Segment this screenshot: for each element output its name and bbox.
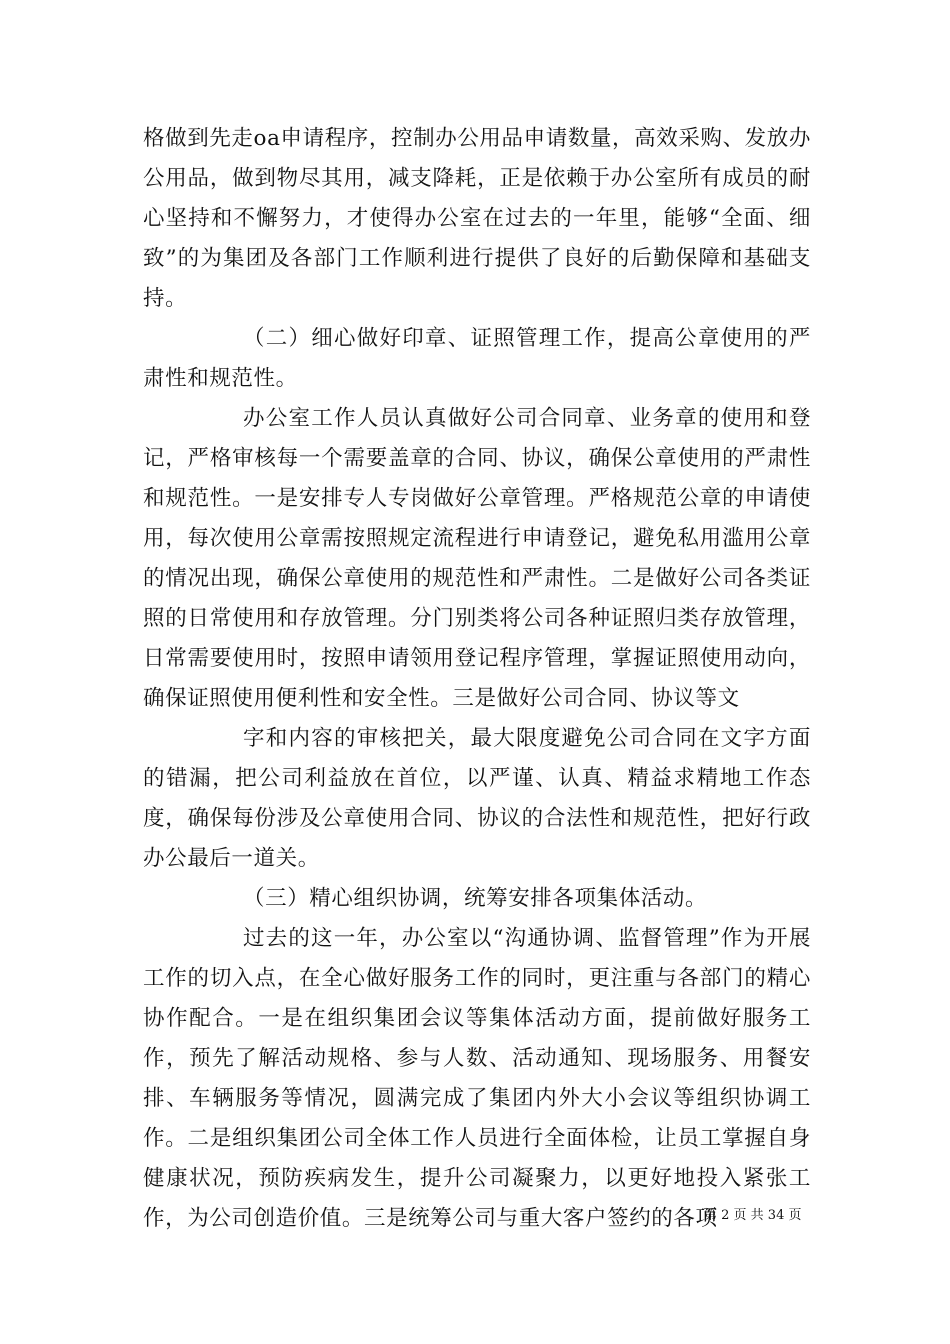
- paragraph-collective-activities: 过去的这一年，办公室以“沟通协调、监督管理”作为开展工作的切入点，在全心做好服务工作的同时，更注重与各部门的精心协作配合。一是在组织集团会议等集体活动方面，提前做好服务工作，预先了解活动规格、参与人数、活动通知、现场服务、用餐安排、车辆服务等情况，圆满完成了集团内外大小会议等组织协调工作。二是组织集团公司全体工作人员进行全面体检，让员工掌握自身健康状况，预防疾病发生，提升公司凝聚力，以更好地投入紧张工作，为公司创造价值。三是统筹公司与重大客户签约的各项: [143, 926, 811, 1231]
- section-heading-3: （三）精心组织协调，统筹安排各项集体活动。: [243, 886, 708, 911]
- paragraph-continuation: 格做到先走oa申请程序，控制办公用品申请数量，高效采购、发放办公用品，做到物尽其用，减支降耗，正是依赖于办公室所有成员的耐心坚持和不懈努力，才使得办公室在过去的一年里，能够“全面、细致”的为集团及各部门工作顺利进行提供了良好的后勤保障和基础支持。: [143, 126, 811, 311]
- paragraph-contract-review: 字和内容的审核把关，最大限度避免公司合同在文字方面的错漏，把公司利益放在首位，以严谨、认真、精益求精地工作态度，确保每份涉及公章使用合同、协议的合法性和规范性，把好行政办公最后一道关。: [143, 726, 811, 871]
- section-heading-2: （二）细心做好印章、证照管理工作，提高公章使用的严肃性和规范性。: [143, 326, 811, 391]
- page-number: 第 2 页 共 34 页: [704, 1208, 802, 1223]
- document-body: [143, 119, 811, 1239]
- paragraph-seal-management: 办公室工作人员认真做好公司合同章、业务章的使用和登记，严格审核每一个需要盖章的合同、协议，确保公章使用的严肃性和规范性。一是安排专人专岗做好公章管理。严格规范公章的申请使用，每次使用公章需按照规定流程进行申请登记，避免私用滥用公章的情况出现，确保公章使用的规范性和严肃性。二是做好公司各类证照的日常使用和存放管理。分门别类将公司各种证照归类存放管理，日常需要使用时，按照申请领用登记程序管理，掌握证照使用动向，确保证照使用便利性和安全性。三是做好公司合同、协议等文: [143, 406, 811, 711]
